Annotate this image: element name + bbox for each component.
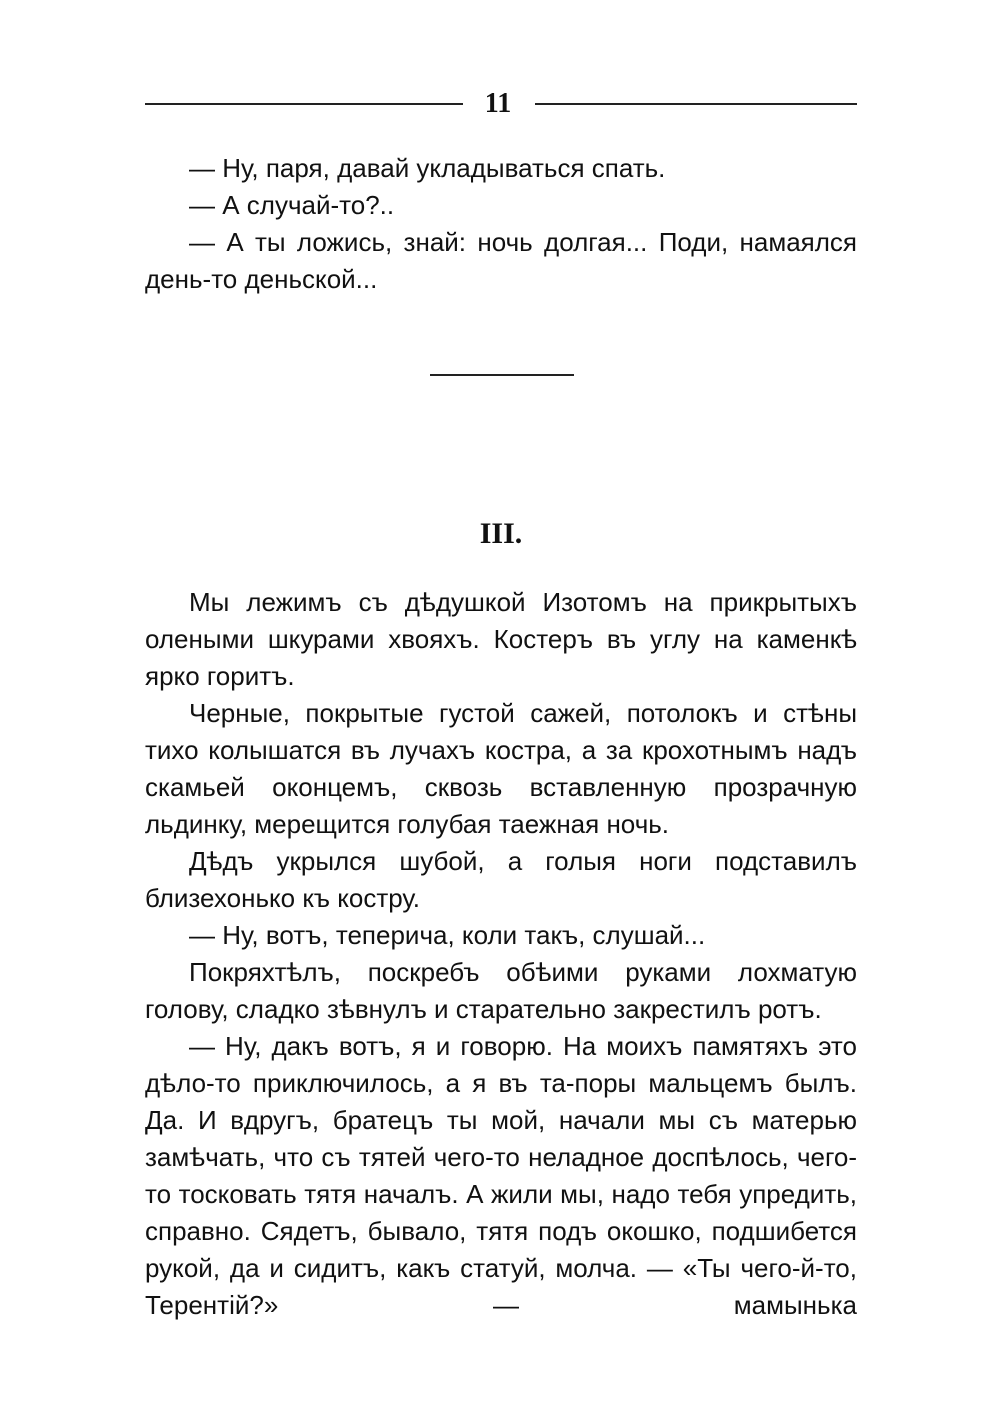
body-paragraph: Черные, покрытые густой сажей, потолокъ и стѣны тихо колышатся въ лучахъ костра, а за крохотнымъ надъ скамьей оконцемъ, сквозь вставленную прозрачную льдинку, мерещится голубая таежная ночь. [145,698,857,839]
header-rule-right [535,103,857,105]
dialogue-line: — Ну, паря, давай укладываться спать. [189,153,666,183]
chapter-body [145,584,857,1324]
body-paragraph: — Ну, вотъ, теперича, коли такъ, слушай... [189,920,706,950]
body-paragraph: Покряхтѣлъ, поскребъ обѣими руками лохматую голову, сладко зѣвнулъ и старательно закрестилъ ротъ. [145,957,857,1024]
page-header [145,86,857,126]
body-paragraph: Дѣдъ укрылся шубой, а голыя ноги подставилъ близехонько къ костру. [145,846,857,913]
body-paragraph: — Ну, дакъ вотъ, я и говорю. На моихъ памятяхъ это дѣло-то приключилось, а я въ та-поры мальцемъ былъ. Да. И вдругъ, братецъ ты мой, начали мы съ матерью замѣчать, что съ тятей чего-то неладное доспѣлось, чего-то тосковать тятя началъ. А жили мы, надо тебя упредить, справно. Сядетъ, бывало, тятя подъ окошко, подшибется рукой, да и сидитъ, какъ статуй, молча. — «Ты чего-й-то, Терентій?» — мамынька [145,1031,857,1320]
chapter-heading: III. [479,517,523,550]
header-rule-left [145,103,463,105]
dialogue-line: — А ты ложись, знай: ночь долгая... Поди, намаялся день-то деньской... [145,227,857,294]
body-paragraph: Мы лежимъ съ дѣдушкой Изотомъ на прикрытыхъ олеными шкурами хвояхъ. Костеръ въ углу на каменкѣ ярко горитъ. [145,587,857,691]
page-number: 11 [484,88,512,119]
section-separator [430,374,574,376]
dialogue-line: — А случай-то?.. [189,190,395,220]
top-dialogue [145,150,857,298]
